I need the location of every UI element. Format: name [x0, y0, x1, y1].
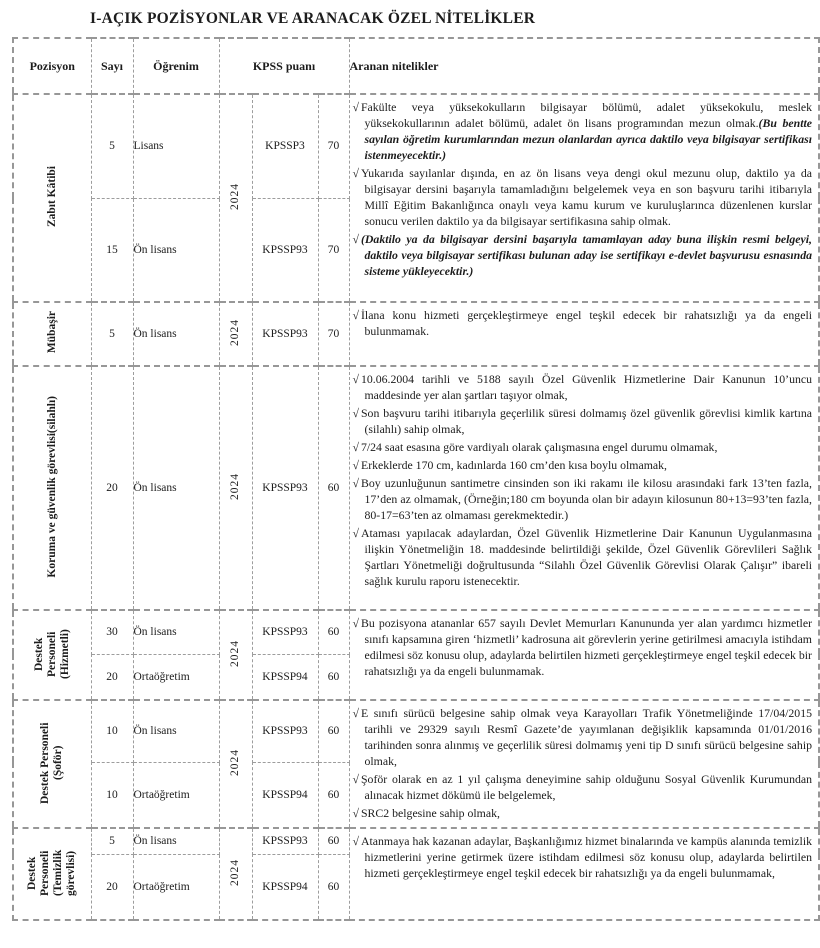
year-cell — [219, 828, 252, 920]
check-icon: √ — [352, 100, 359, 114]
page-title: I-AÇIK POZİSYONLAR VE ARANACAK ÖZEL NİTELİKLER — [90, 10, 536, 27]
education-cell: Ön lisans — [133, 828, 219, 854]
requirement-item — [353, 615, 813, 679]
year-cell — [219, 94, 252, 302]
table-row — [13, 94, 819, 198]
kpss-score-cell: 70 — [318, 302, 349, 366]
education-cell: Lisans — [133, 94, 219, 198]
count-cell: 10 — [91, 762, 133, 828]
year-cell — [219, 610, 252, 700]
kpss-type-cell: KPSSP93 — [252, 366, 318, 610]
check-icon: √ — [352, 406, 359, 420]
requirement-item — [353, 405, 813, 437]
requirement-text: Boy uzunluğunun santimetre cinsinden son iki rakamı ile kilosu arasındaki fark 13’ten fazla, 17’den az olmamak, (Örneğin;180 cm boyunda olan bir adayın kilosunun 80+13=93’ten fazla, 80-17=63’ten az olmaması gerekmektedir.) — [360, 476, 812, 522]
education-cell: Ortaöğretim — [133, 654, 219, 700]
education-cell: Ön lisans — [133, 302, 219, 366]
kpss-type-cell: KPSSP93 — [252, 700, 318, 762]
kpss-score-cell: 70 — [318, 94, 349, 198]
position-cell — [13, 302, 91, 366]
position-label: Destek Personeli (Temizlik görevlisi) — [26, 849, 78, 896]
requirement-text: Fakülte veya yüksekokulların bilgisayar bölümü, adalet yüksekokulu, meslek yüksekokullarının adalet bölümü, adalet ön lisans programından mezun olmak. — [360, 100, 812, 130]
kpss-score-cell: 60 — [318, 610, 349, 654]
kpss-score-cell: 60 — [318, 854, 349, 920]
col-header-sayi: Sayı — [91, 38, 133, 94]
requirement-item — [353, 805, 813, 821]
count-cell: 20 — [91, 366, 133, 610]
kpss-type-cell: KPSSP93 — [252, 610, 318, 654]
position-label: Mübaşir — [45, 311, 58, 354]
check-icon: √ — [352, 458, 359, 472]
count-cell: 10 — [91, 700, 133, 762]
education-cell: Ön lisans — [133, 610, 219, 654]
requirements-cell — [349, 366, 819, 610]
position-label: Destek Personeli (Şoför) — [39, 721, 65, 804]
education-cell: Ön lisans — [133, 700, 219, 762]
requirement-text: 7/24 saat esasına göre vardiyalı olarak çalışmasına engel durumu olmamak, — [360, 440, 718, 454]
check-icon: √ — [352, 526, 359, 540]
table-row — [13, 366, 819, 610]
requirement-item — [353, 771, 813, 803]
kpss-type-cell: KPSSP3 — [252, 94, 318, 198]
check-icon: √ — [352, 372, 359, 386]
col-header-kpss: KPSS puanı — [219, 38, 349, 94]
position-cell — [13, 94, 91, 302]
requirement-item — [353, 705, 813, 769]
kpss-type-cell: KPSSP94 — [252, 654, 318, 700]
year-cell — [219, 366, 252, 610]
requirements-cell — [349, 302, 819, 366]
education-cell: Ön lisans — [133, 198, 219, 302]
year-label: 2024 — [229, 749, 241, 776]
check-icon: √ — [352, 772, 359, 786]
position-label: Koruma ve güvenlik görevlisi(silahlı) — [45, 395, 58, 578]
requirement-text: 10.06.2004 tarihli ve 5188 sayılı Özel Güvenlik Hizmetlerine Dair Kanunun 10’uncu maddesinde yer alan şartları taşıyor olmak, — [360, 372, 812, 402]
requirement-item — [353, 833, 813, 881]
col-header-ogrenim: Öğrenim — [133, 38, 219, 94]
check-icon: √ — [352, 308, 359, 322]
requirement-text: Son başvuru tarihi itibarıyla geçerlilik süresi dolmamış özel güvenlik görevlisi kimlik kartına (silahlı) sahip olmak, — [360, 406, 812, 436]
position-cell — [13, 828, 91, 920]
requirement-text: Şoför olarak en az 1 yıl çalışma deneyimine sahip olduğunu Sosyal Güvenlik Kurumundan alınacak hizmet dökümü ile belgelemek, — [360, 772, 812, 802]
position-cell — [13, 366, 91, 610]
year-label: 2024 — [229, 319, 241, 346]
requirement-item — [353, 439, 813, 455]
table-row — [13, 700, 819, 762]
requirements-cell — [349, 610, 819, 700]
requirement-item — [353, 165, 813, 229]
requirement-text: SRC2 belgesine sahip olmak, — [360, 806, 500, 820]
year-label: 2024 — [229, 859, 241, 886]
requirement-emphasis: (Bu bentte sayılan öğretim kurumlarından mezun olanlardan ayrıca daktilo veya bilgisayar sertifikası istenmeyecektir.) — [364, 116, 812, 162]
kpss-score-cell: 70 — [318, 198, 349, 302]
requirement-text: Yukarıda sayılanlar dışında, en az ön lisans veya dengi okul mezunu olup, daktilo ya da bilgisayar dersini başarıyla tamamladığını belgelemek veya en son başvuru tarihi itibarıyla Millî Eğitim Bakanlığınca onaylı veya kamu kurum ve kuruluşlarınca düzenlenen kurslar sonucu verilen daktilo ya da bilgisayar sertifikasına sahip olmak. — [360, 166, 812, 228]
count-cell: 5 — [91, 94, 133, 198]
requirements-cell — [349, 828, 819, 920]
table-header-row — [13, 38, 819, 94]
education-cell: Ortaöğretim — [133, 762, 219, 828]
count-cell: 5 — [91, 302, 133, 366]
count-cell: 15 — [91, 198, 133, 302]
year-cell — [219, 700, 252, 828]
requirements-cell — [349, 700, 819, 828]
year-cell — [219, 302, 252, 366]
kpss-type-cell: KPSSP93 — [252, 198, 318, 302]
kpss-type-cell: KPSSP94 — [252, 762, 318, 828]
position-label: Zabıt Kâtibi — [45, 165, 58, 228]
col-header-pozisyon: Pozisyon — [13, 38, 91, 94]
table-row — [13, 828, 819, 854]
kpss-score-cell: 60 — [318, 700, 349, 762]
requirement-item — [353, 475, 813, 523]
education-cell: Ortaöğretim — [133, 854, 219, 920]
year-label: 2024 — [229, 640, 241, 667]
check-icon: √ — [352, 476, 359, 490]
requirements-cell — [349, 94, 819, 302]
requirement-item — [353, 231, 813, 279]
kpss-type-cell: KPSSP94 — [252, 854, 318, 920]
kpss-type-cell: KPSSP93 — [252, 828, 318, 854]
kpss-score-cell: 60 — [318, 762, 349, 828]
table-row — [13, 302, 819, 366]
count-cell: 30 — [91, 610, 133, 654]
year-label: 2024 — [229, 473, 241, 500]
check-icon: √ — [352, 706, 359, 720]
table-row — [13, 610, 819, 654]
requirement-text: E sınıfı sürücü belgesine sahip olmak veya Karayolları Trafik Yönetmeliğinde 17/04/2015 tarihli ve 29329 sayılı Resmî Gazete’de yayımlanan değişiklik kapsamında 01/01/2016 tarihinden sonra alınmış ve geçerlilik süresi dolmamış yeni tip D sınıfı sürücü belgesine sahip olmak, — [360, 706, 812, 768]
positions-table — [12, 37, 820, 921]
position-cell — [13, 700, 91, 828]
requirement-text: İlana konu hizmeti gerçekleştirmeye engel teşkil edecek bir rahatsızlığı ya da engeli bulunmamak. — [360, 308, 812, 338]
check-icon: √ — [352, 440, 359, 454]
count-cell: 5 — [91, 828, 133, 854]
requirement-item — [353, 307, 813, 339]
requirement-emphasis: (Daktilo ya da bilgisayar dersini başarıyla tamamlayan aday buna ilişkin resmi belgeyi, daktilo veya bilgisayar sertifikası bulunan aday ise sertifikayı e-devlet başvurusu esnasında sisteme yükleyecektir.) — [360, 232, 812, 278]
kpss-score-cell: 60 — [318, 828, 349, 854]
count-cell: 20 — [91, 654, 133, 700]
requirement-item — [353, 99, 813, 163]
requirement-item — [353, 525, 813, 589]
requirement-text: Ataması yapılacak adaylardan, Özel Güvenlik Hizmetlerine Dair Kanunun Uygulanmasına ilişkin Yönetmeliğin 18. maddesinde belirtildiği şekilde, Özel Güvenlik Görevlileri Sağlık Şartları Yönetmeliği doğrultusunda “Silahlı Özel Güvenlik Görevlisi Olarak Çalışır” ibareli sağlık kurulu raporu istenecektir. — [360, 526, 812, 588]
requirement-item — [353, 457, 813, 473]
kpss-score-cell: 60 — [318, 366, 349, 610]
check-icon: √ — [352, 616, 359, 630]
position-cell — [13, 610, 91, 700]
requirement-text: Bu pozisyona atananlar 657 sayılı Devlet Memurları Kanununda yer alan yardımcı hizmetler sınıfı kapsamına giren ‘hizmetli’ kadrosuna ait görevlerin yerine getirilmesi amacıyla istihdam edilmesi söz konusu olup, adaylarda belirtilen hizmeti gerçekleştirmeye engel teşkil edecek bir rahatsızlığı ya da engeli bulunmamak. — [360, 616, 812, 678]
count-cell: 20 — [91, 854, 133, 920]
requirement-text: Erkeklerde 170 cm, kadınlarda 160 cm’den kısa boylu olmamak, — [360, 458, 667, 472]
check-icon: √ — [352, 806, 359, 820]
check-icon: √ — [352, 166, 359, 180]
requirement-text: Atanmaya hak kazanan adaylar, Başkanlığımız hizmet binalarında ve kampüs alanında temizlik hizmetlerini yerine getirmek üzere istihdam edilmesi söz konusu olup, adaylarda belirtilen hizmeti gerçekleştirmeye engel teşkil edecek bir rahatsızlığı ya da engeli bulunmamak, — [360, 834, 812, 880]
education-cell: Ön lisans — [133, 366, 219, 610]
col-header-nitelikler: Aranan nitelikler — [349, 38, 819, 94]
year-label: 2024 — [229, 183, 241, 210]
position-label: Destek Personeli (Hizmetli) — [32, 628, 71, 679]
kpss-type-cell: KPSSP93 — [252, 302, 318, 366]
check-icon: √ — [352, 834, 359, 848]
kpss-score-cell: 60 — [318, 654, 349, 700]
check-icon: √ — [352, 232, 359, 246]
requirement-item — [353, 371, 813, 403]
